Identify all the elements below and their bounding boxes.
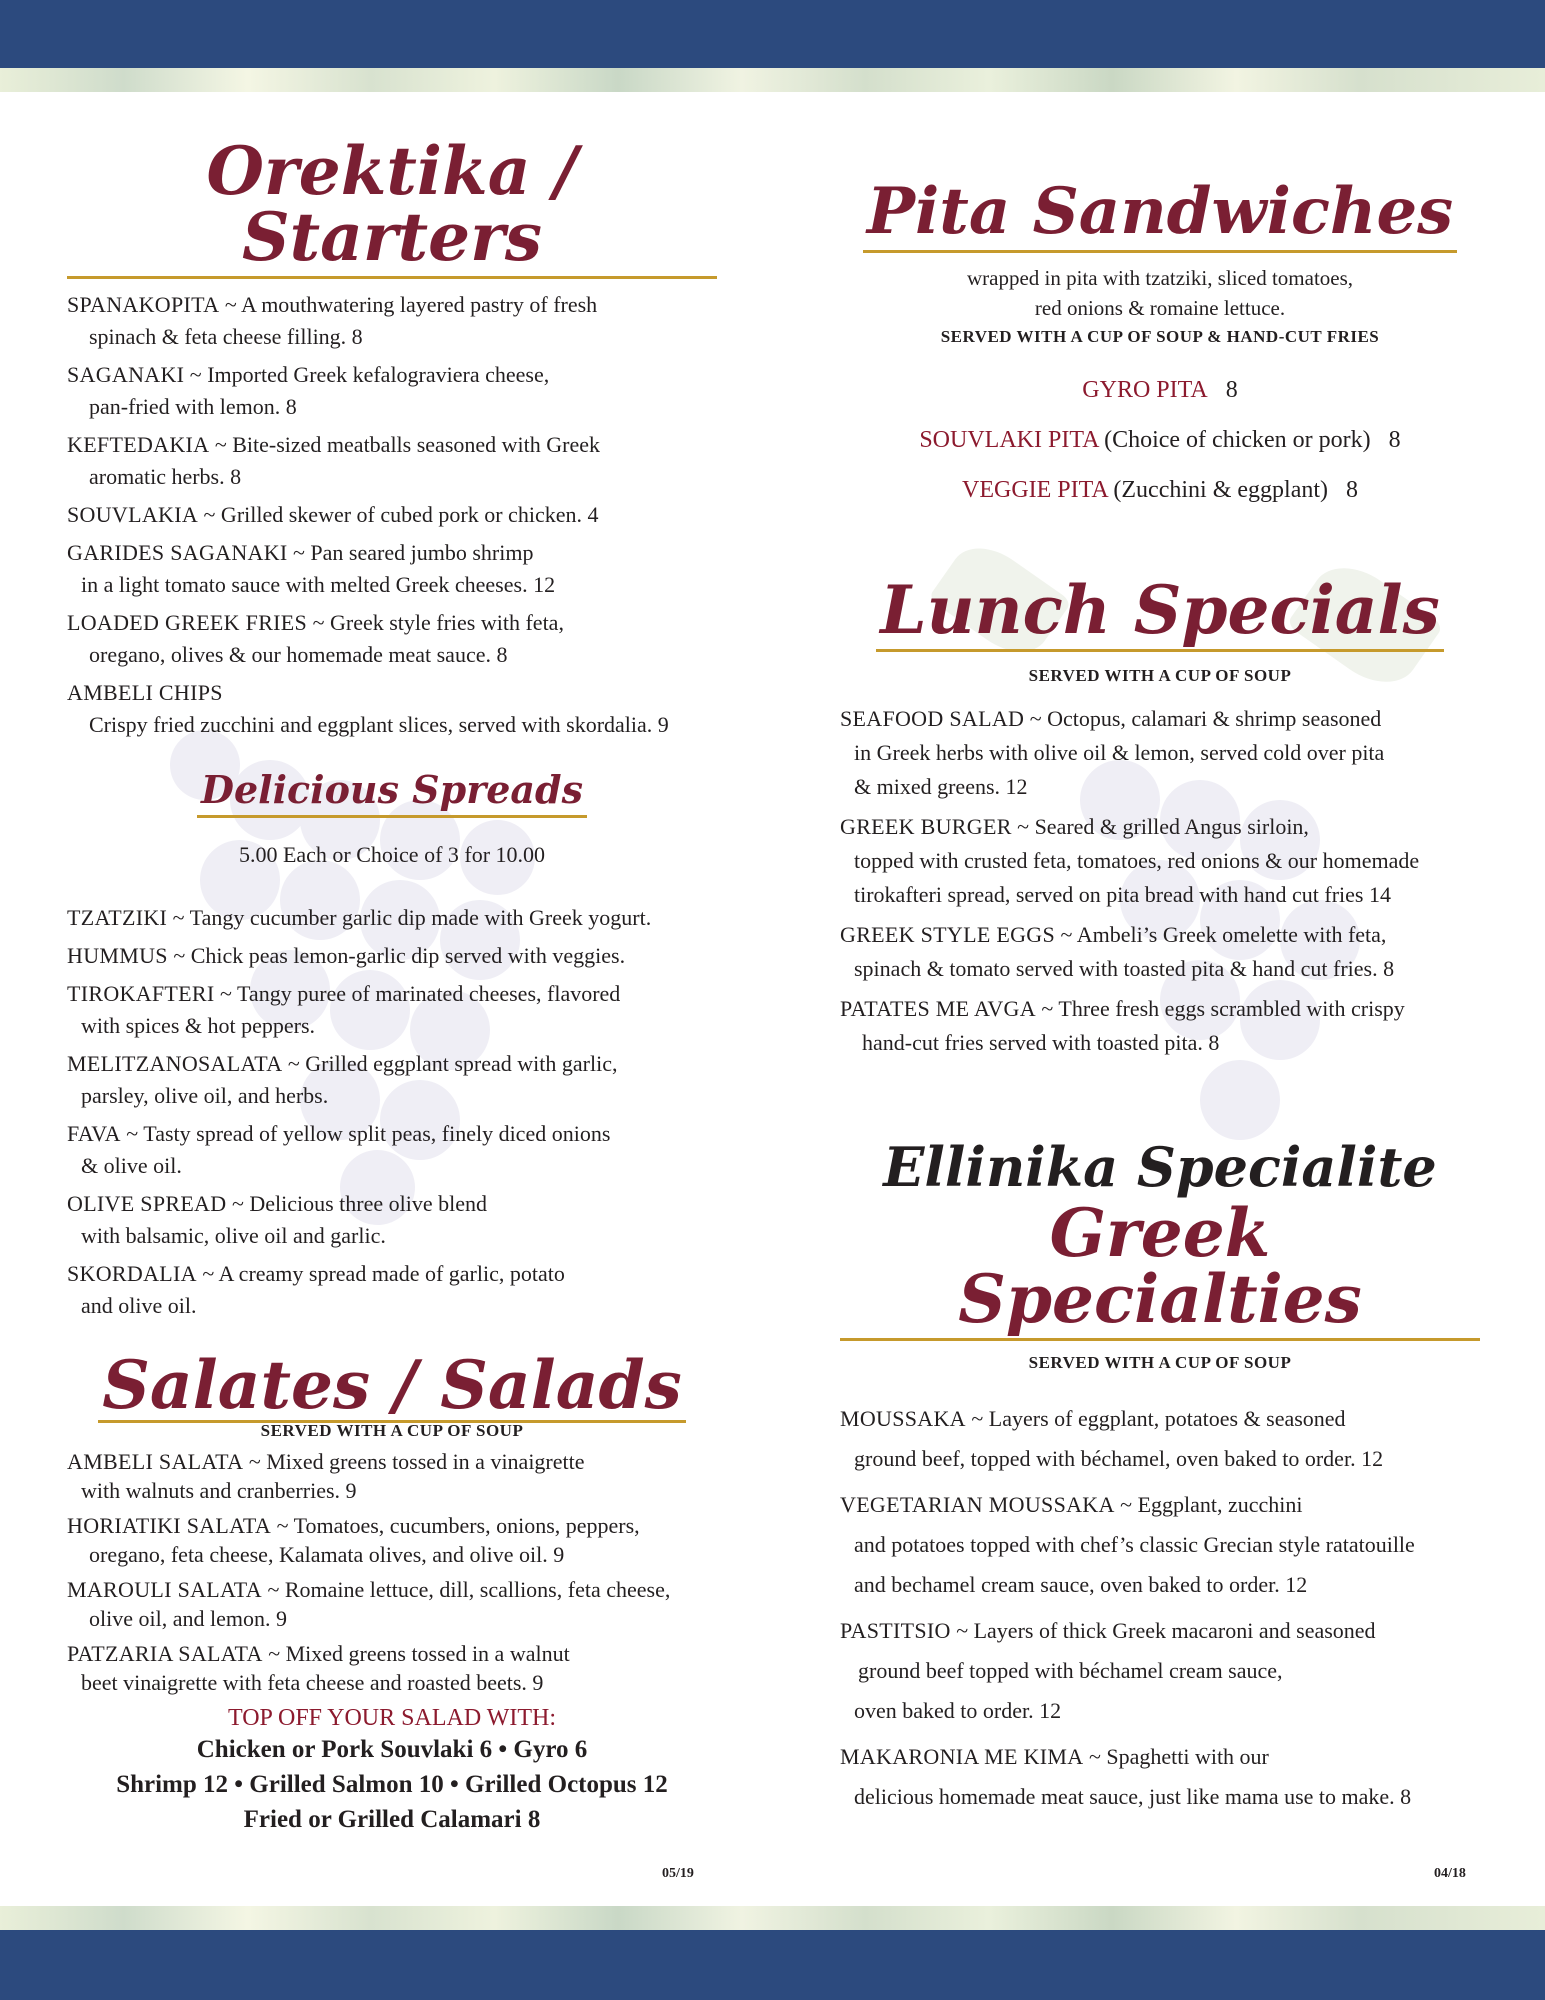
topoff-line: Shrimp 12 • Grilled Salmon 10 • Grilled Octopus 12 xyxy=(116,1771,668,1798)
menu-item: TZATZIKI ~ Tangy cucumber garlic dip made with Greek yogurt. xyxy=(67,905,652,930)
pita-subtitle: SERVED WITH A CUP OF SOUP & HAND-CUT FRIES xyxy=(940,327,1380,346)
right-column xyxy=(840,174,1480,1823)
top-banner xyxy=(0,0,1545,68)
pita-description xyxy=(840,263,1480,323)
menu-item: SPANAKOPITA ~ A mouthwatering layered pastry of fresh spinach & feta cheese filling. 8 xyxy=(67,292,598,349)
menu-item: GARIDES SAGANAKI ~ Pan seared jumbo shrimp in a light tomato sauce with melted Greek cheeses. 12 xyxy=(67,540,556,597)
menu-item: TIROKAFTERI ~ Tangy puree of marinated cheeses, flavored with spices & hot peppers. xyxy=(67,981,621,1038)
menu-item: LOADED GREEK FRIES ~ Greek style fries with feta, oregano, olives & our homemade meat sauce. 8 xyxy=(67,610,564,667)
salads-subtitle: SERVED WITH A CUP OF SOUP xyxy=(260,1421,524,1440)
menu-item: AMBELI SALATA ~ Mixed greens tossed in a vinaigrette with walnuts and cranberries. 9 xyxy=(67,1449,585,1503)
menu-item: PATATES ME AVGA ~ Three fresh eggs scrambled with crispy hand-cut fries served with toasted pita. 8 xyxy=(840,996,1405,1055)
spreads-list xyxy=(67,902,717,1322)
top-watercolor-band xyxy=(0,68,1545,92)
salads-list xyxy=(67,1447,717,1697)
menu-item: PASTITSIO ~ Layers of thick Greek macaroni and seasoned ground beef topped with béchamel cream sauce, oven baked to order. 12 xyxy=(840,1618,1376,1723)
left-column xyxy=(67,132,717,1837)
menu-item: FAVA ~ Tasty spread of yellow split peas, finely diced onions & olive oil. xyxy=(67,1121,611,1178)
menu-item: MOUSSAKA ~ Layers of eggplant, potatoes & seasoned ground beef, topped with béchamel, oven baked to order. 12 xyxy=(840,1406,1384,1471)
menu-item: HORIATIKI SALATA ~ Tomatoes, cucumbers, onions, peppers, oregano, feta cheese, Kalamata olives, and olive oil. 9 xyxy=(67,1513,640,1567)
spreads-heading: Delicious Spreads xyxy=(67,771,717,818)
topoff-title: TOP OFF YOUR SALAD WITH: xyxy=(227,1705,557,1731)
menu-item: OLIVE SPREAD ~ Delicious three olive blend with balsamic, olive oil and garlic. xyxy=(67,1191,487,1248)
bottom-banner xyxy=(0,1930,1545,2000)
menu-item: GREEK STYLE EGGS ~ Ambeli’s Greek omelette with feta, spinach & tomato served with toasted pita & hand cut fries. 8 xyxy=(840,922,1395,981)
pita-heading: Pita Sandwiches xyxy=(840,180,1480,253)
menu-item: MELITZANOSALATA ~ Grilled eggplant spread with garlic, parsley, olive oil, and herbs. xyxy=(67,1051,618,1108)
menu-item: VEGETARIAN MOUSSAKA ~ Eggplant, zucchini and potatoes topped with chef’s classic Grecian style ratatouille and bechamel cream sauce, oven baked to order. 12 xyxy=(840,1492,1415,1597)
specialties-list xyxy=(840,1399,1480,1817)
pita-description-line: wrapped in pita with tzatziki, sliced tomatoes, xyxy=(966,266,1354,290)
salads-heading: Salates / Salads xyxy=(67,1352,717,1423)
menu-item: SKORDALIA ~ A creamy spread made of garlic, potato and olive oil. xyxy=(67,1261,565,1318)
lunch-subtitle: SERVED WITH A CUP OF SOUP xyxy=(1028,666,1292,685)
topoff-line: Fried or Grilled Calamari 8 xyxy=(243,1806,541,1833)
pita-item: VEGGIE PITA (Zucchini & eggplant) 8 xyxy=(962,477,1358,503)
menu-item: PATZARIA SALATA ~ Mixed greens tossed in a walnut beet vinaigrette with feta cheese and roasted beets. 9 xyxy=(67,1641,570,1695)
menu-revision-code: 05/19 xyxy=(662,1866,694,1881)
specialties-heading: Greek Specialties xyxy=(840,1200,1480,1341)
lunch-list xyxy=(840,702,1480,1060)
pita-description-line: red onions & romaine lettuce. xyxy=(1034,296,1286,320)
pita-item: GYRO PITA 8 xyxy=(1082,377,1238,403)
starters-heading: Orektika / Starters xyxy=(67,138,717,279)
menu-item: SOUVLAKIA ~ Grilled skewer of cubed pork or chicken. 4 xyxy=(67,502,599,527)
bottom-watercolor-band xyxy=(0,1906,1545,1930)
lunch-heading: Lunch Specials xyxy=(840,577,1480,652)
menu-item: GREEK BURGER ~ Seared & grilled Angus sirloin, topped with crusted feta, tomatoes, red onions & our homemade tirokafteri spread, served on pita bread with hand cut fries 14 xyxy=(840,814,1420,907)
specialties-greek-heading: Ellinika Specialite xyxy=(883,1135,1437,1199)
menu-item: KEFTEDAKIA ~ Bite-sized meatballs seasoned with Greek aromatic herbs. 8 xyxy=(67,432,600,489)
specialties-subtitle: SERVED WITH A CUP OF SOUP xyxy=(1028,1353,1292,1372)
menu-item: HUMMUS ~ Chick peas lemon-garlic dip served with veggies. xyxy=(67,943,626,968)
menu-item: MAKARONIA ME KIMA ~ Spaghetti with our delicious homemade meat sauce, just like mama use to make. 8 xyxy=(840,1744,1412,1809)
menu-revision-code: 04/18 xyxy=(1434,1866,1466,1881)
pita-item: SOUVLAKI PITA (Choice of chicken or pork) 8 xyxy=(919,427,1401,453)
menu-item: AMBELI CHIPS Crispy fried zucchini and eggplant slices, served with skordalia. 9 xyxy=(67,680,669,737)
menu-item: SAGANAKI ~ Imported Greek kefalograviera cheese, pan-fried with lemon. 8 xyxy=(67,362,550,419)
menu-item: SEAFOOD SALAD ~ Octopus, calamari & shrimp seasoned in Greek herbs with olive oil & lemon, served cold over pita & mixed greens. 12 xyxy=(840,706,1385,799)
menu-item: MAROULI SALATA ~ Romaine lettuce, dill, scallions, feta cheese, olive oil, and lemon. 9 xyxy=(67,1577,671,1631)
starters-list xyxy=(67,289,717,741)
pita-list xyxy=(840,365,1480,515)
topoff-line: Chicken or Pork Souvlaki 6 • Gyro 6 xyxy=(196,1736,588,1763)
spreads-price: 5.00 Each or Choice of 3 for 10.00 xyxy=(238,842,546,867)
